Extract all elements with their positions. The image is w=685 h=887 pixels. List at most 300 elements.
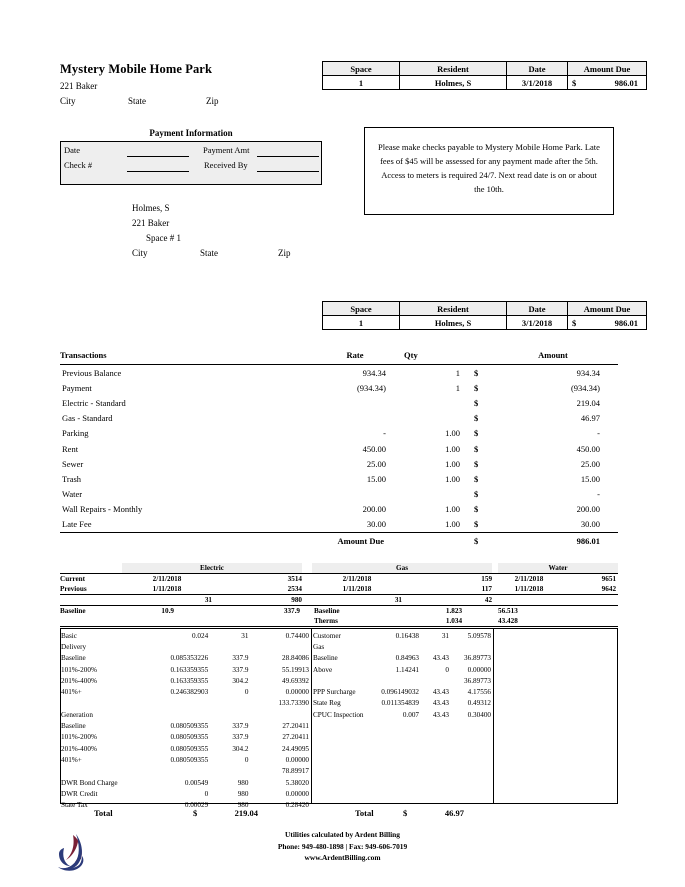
electric-detail-table xyxy=(61,630,309,811)
electric-detail-amount: 49.69392 xyxy=(282,676,309,685)
transaction-amount: - xyxy=(597,489,600,500)
notice-text: Please make checks payable to Mystery Mobile Home Park. Late fees of $45 will be assessed for any payment made after the 5th. Access to meters is required 24/7. Next read date is on or about the 10th. xyxy=(378,142,600,194)
therms-blank-2 xyxy=(122,616,212,627)
table-row xyxy=(60,380,618,395)
transaction-currency: $ xyxy=(474,489,479,500)
therms-row xyxy=(60,616,618,627)
electric-detail-label: Baseline xyxy=(61,654,86,663)
amount-value: 986.01 xyxy=(614,77,638,88)
electric-detail-qty: 337.9 xyxy=(232,654,249,663)
therms-gap xyxy=(302,616,312,627)
gas-therms-label: Therms xyxy=(312,616,402,627)
gas-detail-rate: 0.011354839 xyxy=(381,699,419,708)
meter-header-gas: Gas xyxy=(312,563,492,574)
electric-detail-amount: 78.89917 xyxy=(282,767,309,776)
transaction-description: Late Fee xyxy=(62,519,92,530)
electric-detail-label: 401%+ xyxy=(61,688,82,697)
electric-detail-qty: 337.9 xyxy=(232,665,249,674)
electric-total-label: Total xyxy=(94,808,113,818)
electric-detail-amount: 27.20411 xyxy=(282,722,309,731)
gas-detail-body xyxy=(313,630,491,720)
payment-received-by-input[interactable] xyxy=(257,171,319,172)
meter-header-electric: Electric xyxy=(122,563,302,574)
electric-detail-qty: 337.9 xyxy=(232,722,249,731)
gas-detail-label: Baseline xyxy=(313,654,338,663)
electric-detail-qty xyxy=(208,709,248,720)
transaction-currency: $ xyxy=(474,428,479,439)
electric-detail-qty: 337.9 xyxy=(232,733,249,742)
gas-detail-label: CPUC Inspection xyxy=(313,710,364,719)
resident-state: State xyxy=(200,248,218,258)
electric-detail-qty: 31 xyxy=(241,631,249,640)
gas-detail-amount xyxy=(449,641,491,652)
meter-previous-row xyxy=(60,584,618,595)
electric-detail-label: State Tax xyxy=(61,801,88,810)
transaction-rate: (934.34) xyxy=(356,382,386,393)
table-row xyxy=(60,395,618,410)
table-row xyxy=(60,487,618,502)
baseline-row xyxy=(60,606,618,617)
col-date-header: Date xyxy=(507,302,568,316)
park-city-state-zip xyxy=(60,96,300,106)
transaction-currency: $ xyxy=(474,397,479,408)
meter-readings-table xyxy=(60,563,618,627)
electric-detail-qty xyxy=(208,641,248,652)
meter-gap xyxy=(302,574,312,585)
electric-detail-row xyxy=(61,641,309,652)
electric-detail-qty: 0 xyxy=(244,755,249,764)
gas-detail-amount: 4.17556 xyxy=(467,688,491,697)
transactions-total-amount: 986.01 xyxy=(488,533,618,550)
footer-line-2: Phone: 949-480-1898 | Fax: 949-606-7019 xyxy=(277,841,408,851)
table-row xyxy=(323,316,647,330)
gas-detail-label: Gas xyxy=(313,642,325,651)
meter-usage-row xyxy=(60,595,618,606)
table-row xyxy=(60,365,618,381)
table-header-row xyxy=(323,302,647,316)
gas-detail-amount: 0.49312 xyxy=(467,699,491,708)
electric-detail-row xyxy=(61,686,309,697)
payment-date-input[interactable] xyxy=(127,156,189,157)
table-row xyxy=(323,76,647,90)
electric-detail-rate xyxy=(136,641,209,652)
electric-baseline-label: Baseline xyxy=(60,607,86,615)
total-spacer-2 xyxy=(400,533,472,550)
transaction-rate: 25.00 xyxy=(366,458,386,469)
electric-detail-row xyxy=(61,720,309,731)
cell-resident: Holmes, S xyxy=(400,316,507,330)
meter-header-water: Water xyxy=(498,563,618,574)
electric-baseline-rate: 10.9 xyxy=(161,607,174,615)
gas-detail-amount: 36.89773 xyxy=(464,676,491,685)
transaction-currency: $ xyxy=(474,504,479,515)
gas-detail-rate: 1.14241 xyxy=(395,665,419,674)
gas-detail-rate: 0.007 xyxy=(402,710,419,719)
gas-detail-amount: 0.00000 xyxy=(467,665,491,674)
transaction-amount: 25.00 xyxy=(580,458,600,469)
electric-detail-qty: 304.2 xyxy=(232,676,249,685)
electric-detail-qty: 980 xyxy=(237,801,249,810)
meter-current-water-read: 9651 xyxy=(560,574,618,585)
meter-previous-label: Previous xyxy=(60,585,87,593)
cell-amount-due xyxy=(568,76,647,90)
gas-detail-qty: 43.43 xyxy=(432,654,449,663)
gas-detail-amount: 5.09578 xyxy=(467,631,491,640)
payment-date-label: Date xyxy=(64,145,81,155)
col-amount-header: Amount Due xyxy=(568,302,647,316)
electric-detail-row xyxy=(61,675,309,686)
meter-previous-gas-date: 1/11/2018 xyxy=(342,585,372,593)
electric-detail-label: 401%+ xyxy=(61,755,82,764)
electric-detail-rate: 0.080509355 xyxy=(170,733,209,742)
electric-detail-label: Generation xyxy=(61,710,93,719)
resident-street: 221 Baker xyxy=(132,218,170,228)
transaction-description: Previous Balance xyxy=(62,367,122,378)
payment-information-box xyxy=(60,141,322,185)
electric-detail-rate: 0.085353226 xyxy=(170,654,209,663)
col-resident-header: Resident xyxy=(400,62,507,76)
park-zip: Zip xyxy=(206,96,219,106)
transactions-col-description: Transactions xyxy=(60,348,310,365)
electric-detail-amount: 133.73390 xyxy=(278,699,309,708)
payment-check-label: Check # xyxy=(64,160,93,170)
transaction-description: Water xyxy=(62,489,83,500)
transaction-qty: 1.00 xyxy=(445,458,460,469)
payment-check-input[interactable] xyxy=(127,171,189,172)
gas-detail-row xyxy=(313,709,491,720)
transaction-currency: $ xyxy=(474,443,479,454)
currency-symbol: $ xyxy=(572,317,577,328)
gas-detail-row xyxy=(313,630,491,641)
park-name: Mystery Mobile Home Park xyxy=(60,62,213,76)
transaction-rate: 450.00 xyxy=(362,443,386,454)
transaction-qty: 1 xyxy=(455,367,460,378)
transaction-amount: 46.97 xyxy=(580,413,600,424)
transaction-description: Electric - Standard xyxy=(62,397,126,408)
transaction-currency: $ xyxy=(474,519,479,530)
electric-detail-label xyxy=(61,698,136,709)
notice-box xyxy=(364,127,614,215)
electric-detail-amount: 5.38020 xyxy=(285,778,309,787)
mailing-address-block xyxy=(60,203,362,263)
table-row xyxy=(60,441,618,456)
gas-detail-label xyxy=(313,675,371,686)
col-resident-header: Resident xyxy=(400,302,507,316)
transaction-currency: $ xyxy=(474,413,479,424)
electric-detail-amount: 0.00000 xyxy=(285,755,309,764)
baseline-gap xyxy=(302,606,312,617)
electric-detail-row xyxy=(61,754,309,765)
electric-detail-rate: 0.024 xyxy=(192,631,209,640)
payment-amount-label: Payment Amt xyxy=(203,145,250,155)
electric-detail-rate xyxy=(136,766,209,777)
total-spacer xyxy=(60,533,310,550)
meter-utility-header-row xyxy=(60,563,618,574)
gas-detail-table xyxy=(313,630,491,720)
ardent-billing-logo-icon xyxy=(52,832,92,878)
electric-detail-label: DWR Bond Charge xyxy=(61,778,118,787)
therms-blank-4 xyxy=(560,616,618,627)
usage-gas-total: 42 xyxy=(402,595,492,606)
account-summary-table-top xyxy=(322,61,647,90)
transaction-description: Sewer xyxy=(62,458,84,469)
cell-date: 3/1/2018 xyxy=(507,76,568,90)
cell-date: 3/1/2018 xyxy=(507,316,568,330)
gas-detail-row xyxy=(313,675,491,686)
table-row xyxy=(60,411,618,426)
electric-detail-rate xyxy=(136,709,209,720)
table-header-row xyxy=(323,62,647,76)
gas-detail-qty: 43.43 xyxy=(432,688,449,697)
meter-current-electric-read: 3514 xyxy=(212,574,302,585)
electric-detail-label: Baseline xyxy=(61,722,86,731)
gas-detail-row xyxy=(313,698,491,709)
cell-space: 1 xyxy=(323,316,400,330)
resident-space: Space # 1 xyxy=(146,233,181,243)
transaction-qty: 1.00 xyxy=(445,504,460,515)
table-row xyxy=(60,456,618,471)
transaction-qty xyxy=(400,487,472,502)
gas-detail-row xyxy=(313,686,491,697)
gas-detail-label: Above xyxy=(313,665,333,674)
cell-amount-due xyxy=(568,316,647,330)
electric-detail-label: Delivery xyxy=(61,642,87,651)
transaction-amount: 934.34 xyxy=(576,367,600,378)
transaction-rate: 30.00 xyxy=(366,519,386,530)
transactions-section xyxy=(60,348,618,549)
table-row xyxy=(60,502,618,517)
electric-detail-amount: 55.19913 xyxy=(282,665,309,674)
electric-detail-rate: 0.080509355 xyxy=(170,755,209,764)
transaction-qty: 1.00 xyxy=(445,473,460,484)
electric-detail-label xyxy=(61,766,136,777)
electric-detail-row xyxy=(61,766,309,777)
transaction-amount: (934.34) xyxy=(570,382,600,393)
electric-detail-label: 201%-400% xyxy=(61,744,97,753)
meter-previous-water-read: 9642 xyxy=(601,585,617,593)
transaction-amount: 450.00 xyxy=(576,443,600,454)
transaction-rate xyxy=(310,487,400,502)
electric-detail-body xyxy=(61,630,309,811)
gas-baseline-label: Baseline xyxy=(314,607,340,615)
transactions-header-row xyxy=(60,348,618,365)
usage-gas-days: 31 xyxy=(312,595,402,606)
account-summary-table-bottom xyxy=(322,301,647,330)
electric-total-currency: $ xyxy=(193,808,198,818)
electric-detail-qty: 980 xyxy=(237,778,249,787)
usage-blank xyxy=(60,595,122,606)
electric-detail-rate: 0.163359355 xyxy=(170,676,209,685)
gas-detail-qty: 0 xyxy=(445,665,449,674)
transaction-qty: 1 xyxy=(455,382,460,393)
meter-current-gas-read: 159 xyxy=(402,574,492,585)
electric-detail-amount: 24.49095 xyxy=(282,744,309,753)
transaction-amount: - xyxy=(597,428,600,439)
cell-resident: Holmes, S xyxy=(400,76,507,90)
transactions-col-blank xyxy=(472,348,488,365)
transaction-qty xyxy=(400,395,472,410)
electric-detail-row xyxy=(61,653,309,664)
gas-detail-label: PPP Surcharge xyxy=(313,688,356,697)
transaction-qty: 1.00 xyxy=(445,443,460,454)
col-space-header: Space xyxy=(323,62,400,76)
electric-detail-rate: 0.080509355 xyxy=(170,722,209,731)
currency-symbol: $ xyxy=(572,77,577,88)
meter-header-blank xyxy=(60,563,122,574)
gas-detail-rate xyxy=(371,641,419,652)
gas-detail-qty xyxy=(419,641,449,652)
baseline-blank xyxy=(560,606,618,617)
gas-detail-amount: 0.30400 xyxy=(467,710,491,719)
transaction-rate: 934.34 xyxy=(362,367,386,378)
transactions-total-currency: $ xyxy=(472,533,488,550)
electric-detail-qty xyxy=(208,766,248,777)
cell-space: 1 xyxy=(323,76,400,90)
transaction-description: Wall Repairs - Monthly xyxy=(62,504,143,515)
transaction-rate xyxy=(310,411,400,426)
meter-header-gap1 xyxy=(302,563,312,574)
transaction-rate: - xyxy=(383,428,386,439)
electric-detail-row xyxy=(61,698,309,709)
electric-detail-amount: 0.28420 xyxy=(285,801,309,810)
electric-detail-qty: 0 xyxy=(244,688,249,697)
therms-blank xyxy=(60,616,122,627)
electric-detail-rate xyxy=(136,698,209,709)
transaction-amount: 219.04 xyxy=(576,397,600,408)
gas-total-currency: $ xyxy=(403,808,408,818)
electric-detail-amount: 27.20411 xyxy=(282,733,309,742)
electric-detail-amount xyxy=(248,709,309,720)
electric-detail-row xyxy=(61,664,309,675)
electric-detail-label: Basic xyxy=(61,631,77,640)
gas-detail-rate: 0.096149032 xyxy=(381,688,419,697)
meter-gap-3 xyxy=(302,584,312,595)
resident-name: Holmes, S xyxy=(132,203,170,213)
transaction-currency: $ xyxy=(474,458,479,469)
transaction-description: Parking xyxy=(62,428,89,439)
park-street-address: 221 Baker xyxy=(60,81,98,91)
electric-detail-row xyxy=(61,777,309,788)
electric-detail-amount xyxy=(248,641,309,652)
electric-detail-row xyxy=(61,788,309,799)
transaction-qty: 1.00 xyxy=(445,519,460,530)
meter-previous-gas-read: 117 xyxy=(481,585,493,593)
gas-detail-label: State Reg xyxy=(313,699,341,708)
transactions-col-amount: Amount xyxy=(488,348,618,365)
gas-detail-row xyxy=(313,641,491,652)
meter-previous-electric-read: 2534 xyxy=(287,585,303,593)
footer-block xyxy=(0,829,685,864)
amount-value: 986.01 xyxy=(614,317,638,328)
transaction-description: Gas - Standard xyxy=(62,413,113,424)
electric-detail-rate: 0.00549 xyxy=(184,778,209,787)
meter-current-water-date: 2/11/2018 xyxy=(498,574,560,585)
usage-gap xyxy=(302,595,312,606)
payment-amount-input[interactable] xyxy=(257,156,319,157)
meter-previous-electric-date: 1/11/2018 xyxy=(152,585,182,593)
usage-electric-days: 31 xyxy=(122,595,212,606)
therms-blank-3 xyxy=(212,616,302,627)
usage-water-blank-2 xyxy=(560,595,618,606)
meter-current-row xyxy=(60,574,618,585)
col-space-header: Space xyxy=(323,302,400,316)
gas-detail-rate: 0.16438 xyxy=(395,631,419,640)
transaction-rate xyxy=(310,395,400,410)
resident-city: City xyxy=(132,248,148,258)
resident-zip: Zip xyxy=(278,248,291,258)
transactions-total-label: Amount Due xyxy=(310,533,400,550)
table-row xyxy=(60,471,618,486)
transaction-currency: $ xyxy=(474,367,479,378)
transaction-amount: 30.00 xyxy=(580,519,600,530)
transaction-currency: $ xyxy=(474,382,479,393)
electric-detail-row xyxy=(61,709,309,720)
detail-divider-1 xyxy=(311,628,312,804)
park-city: City xyxy=(60,96,76,106)
footer-line-1: Utilities calculated by Ardent Billing xyxy=(285,830,400,839)
transaction-rate: 15.00 xyxy=(366,473,386,484)
transaction-rate: 200.00 xyxy=(362,504,386,515)
transaction-qty xyxy=(400,411,472,426)
meter-current-electric-date: 2/11/2018 xyxy=(122,574,212,585)
electric-total-amount: 219.04 xyxy=(234,808,258,818)
transaction-amount: 15.00 xyxy=(580,473,600,484)
gas-detail-label: Customer xyxy=(313,631,341,640)
electric-detail-qty: 304.2 xyxy=(232,744,249,753)
gas-therms-qty: 43.428 xyxy=(498,616,560,627)
gas-baseline-rate: 1.823 xyxy=(445,607,463,615)
footer-line-3: www.ArdentBilling.com xyxy=(304,853,381,862)
transactions-table xyxy=(60,348,618,549)
transactions-total-row xyxy=(60,533,618,550)
electric-detail-row xyxy=(61,732,309,743)
table-row xyxy=(60,426,618,441)
meter-previous-water-date: 1/11/2018 xyxy=(514,585,544,593)
gas-detail-rate xyxy=(371,675,419,686)
col-date-header: Date xyxy=(507,62,568,76)
gas-therms-rate: 1.034 xyxy=(402,616,492,627)
gas-detail-qty: 43.43 xyxy=(432,710,449,719)
gas-detail-rate: 0.84963 xyxy=(395,654,419,663)
electric-detail-amount: 0.74400 xyxy=(285,631,309,640)
detail-divider-2 xyxy=(493,628,494,804)
col-amount-header: Amount Due xyxy=(568,62,647,76)
electric-detail-rate: 0.080509355 xyxy=(170,744,209,753)
gas-baseline-qty: 56.513 xyxy=(498,607,518,615)
payment-information-title: Payment Information xyxy=(149,128,233,138)
gas-total-label: Total xyxy=(355,808,374,818)
gas-detail-qty: 31 xyxy=(441,631,449,640)
electric-detail-label: DWR Credit xyxy=(61,789,98,798)
electric-detail-rate: 0.246382903 xyxy=(170,688,209,697)
gas-total-amount: 46.97 xyxy=(444,808,464,818)
payment-received-by-label: Received By xyxy=(204,160,248,170)
electric-detail-amount: 28.84086 xyxy=(282,654,309,663)
transaction-description: Rent xyxy=(62,443,79,454)
electric-baseline-qty: 337.9 xyxy=(283,607,301,615)
gas-detail-row xyxy=(313,653,491,664)
meter-current-label: Current xyxy=(60,574,122,585)
transaction-currency: $ xyxy=(474,473,479,484)
transactions-body xyxy=(60,365,618,533)
gas-detail-qty: 43.43 xyxy=(432,699,449,708)
meter-readings-section xyxy=(60,563,618,627)
electric-detail-row xyxy=(61,630,309,641)
transaction-description: Trash xyxy=(62,473,82,484)
usage-water-blank xyxy=(498,595,560,606)
electric-detail-amount: 0.00000 xyxy=(285,789,309,798)
gas-detail-amount: 36.89773 xyxy=(464,654,491,663)
